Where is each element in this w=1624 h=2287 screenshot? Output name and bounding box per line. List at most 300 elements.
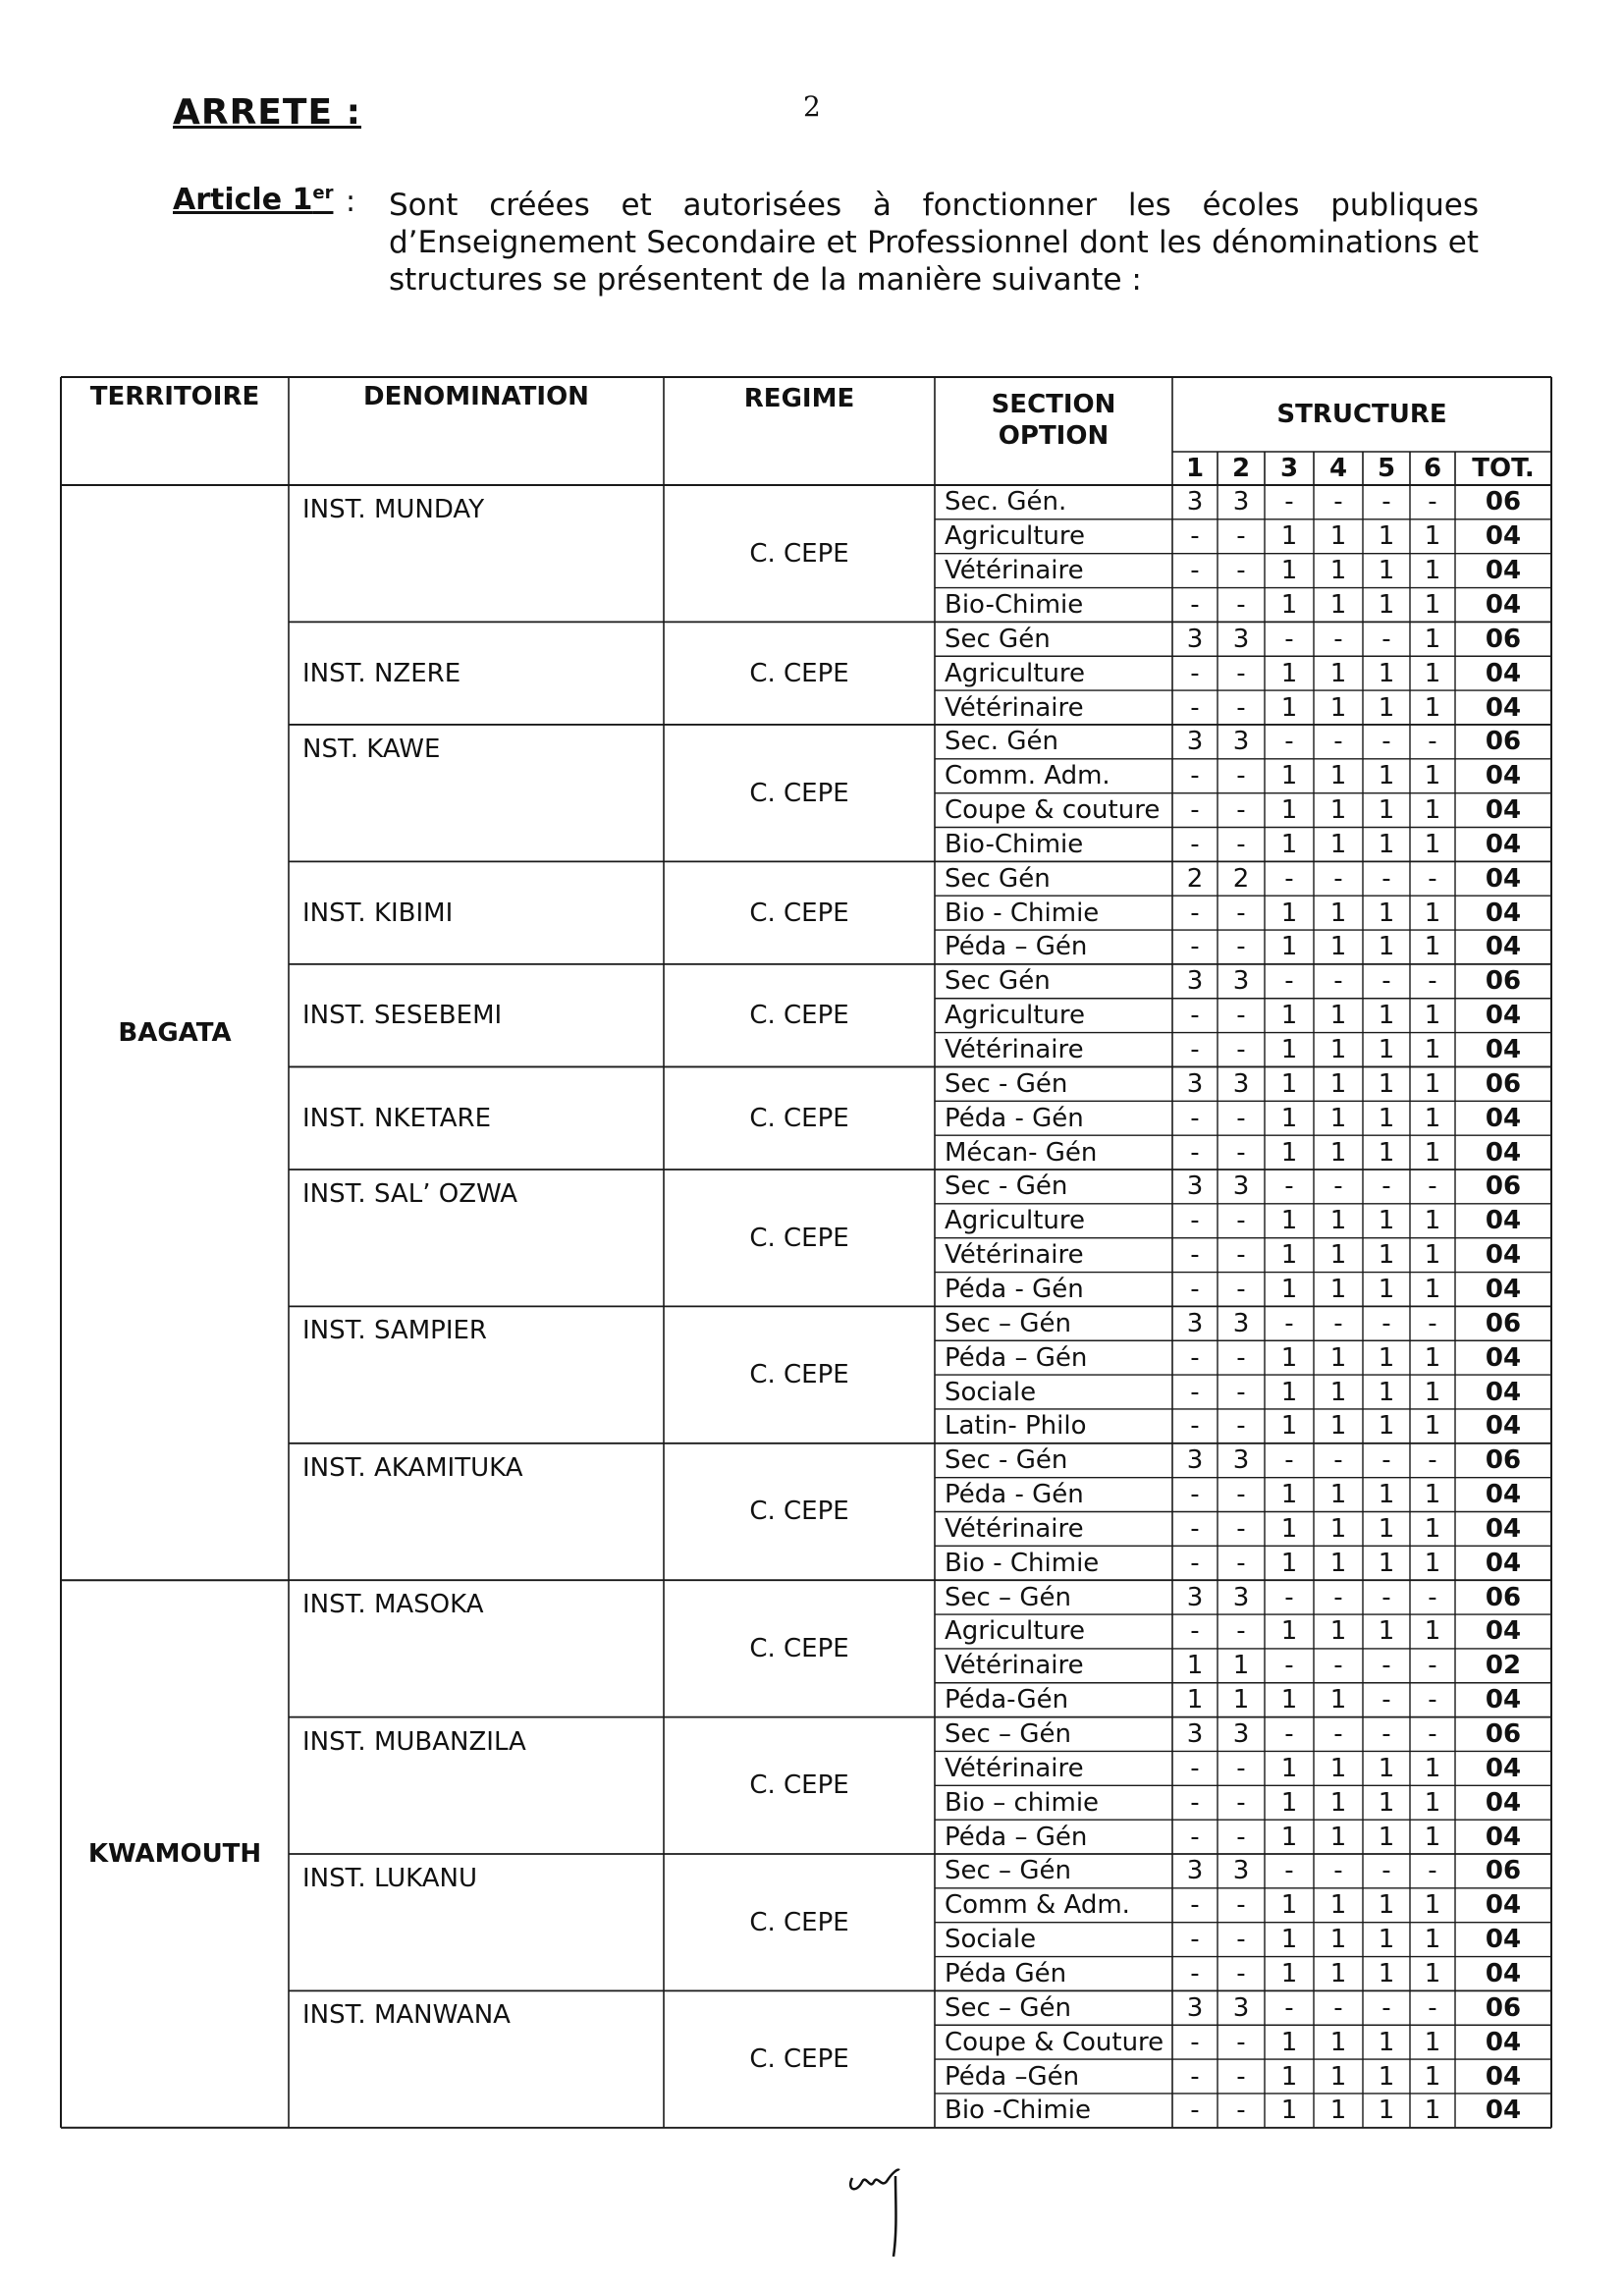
structure-total: 04 [1485, 761, 1522, 791]
header-col-6: 6 [1423, 454, 1442, 483]
structure-value: 1 [1280, 1274, 1298, 1304]
structure-value: 1 [1424, 692, 1441, 723]
structure-value: 1 [1424, 1103, 1441, 1133]
structure-value: 1 [1280, 1240, 1298, 1271]
structure-value: 3 [1232, 1582, 1250, 1612]
structure-total: 04 [1485, 898, 1522, 928]
structure-value: 1 [1329, 521, 1347, 552]
structure-value: 1 [1424, 1787, 1441, 1818]
structure-value: - [1236, 1513, 1246, 1544]
section-cell: Latin- Philo [945, 1411, 1087, 1442]
structure-value: 1 [1424, 2096, 1441, 2126]
structure-value: - [1236, 1001, 1246, 1031]
structure-total: 04 [1485, 1342, 1522, 1373]
structure-value: 1 [1280, 589, 1298, 620]
structure-value: 1 [1280, 898, 1298, 928]
structure-value: 3 [1232, 624, 1250, 654]
school-name: INST. AKAMITUKA [302, 1452, 523, 1483]
structure-value: 1 [1378, 795, 1395, 826]
structure-value: 1 [1232, 1685, 1250, 1715]
structure-value: - [1236, 829, 1246, 859]
school-name: INST. SESEBEMI [302, 1001, 503, 1031]
section-cell: Bio -Chimie [945, 2096, 1092, 2126]
section-cell: Sec. Gén [945, 727, 1058, 757]
section-cell: Bio-Chimie [945, 589, 1084, 620]
section-cell: Sec - Gén [945, 1068, 1068, 1099]
structure-value: 1 [1280, 1068, 1298, 1099]
structure-value: 1 [1378, 1001, 1395, 1031]
structure-value: - [1284, 1651, 1294, 1681]
header-territoire: TERRITOIRE [89, 382, 260, 411]
structure-value: 1 [1424, 624, 1441, 654]
structure-total: 04 [1485, 1787, 1522, 1818]
school-regime: C. CEPE [749, 1907, 849, 1937]
structure-value: - [1284, 863, 1294, 894]
structure-value: - [1236, 2096, 1246, 2126]
school-name: INST. SAL’ OZWA [302, 1179, 518, 1209]
structure-value: 1 [1280, 1377, 1298, 1407]
structure-value: 1 [1280, 1822, 1298, 1852]
structure-value: 1 [1280, 1616, 1298, 1647]
header-structure: STRUCTURE [1276, 400, 1447, 429]
structure-value: 1 [1378, 1548, 1395, 1578]
structure-value: - [1236, 2061, 1246, 2092]
section-cell: Sec – Gén [945, 1992, 1071, 2023]
structure-value: - [1333, 1992, 1343, 2023]
structure-value: - [1236, 1925, 1246, 1955]
structure-value: 1 [1329, 1548, 1347, 1578]
section-cell: Sec Gén [945, 966, 1051, 997]
structure-value: 3 [1232, 966, 1250, 997]
page-number: 2 [803, 90, 821, 123]
structure-value: 1 [1378, 829, 1395, 859]
structure-value: - [1236, 556, 1246, 586]
structure-value: 1 [1378, 2096, 1395, 2126]
school-regime: C. CEPE [749, 538, 849, 569]
structure-value: - [1190, 1001, 1200, 1031]
structure-value: 1 [1378, 761, 1395, 791]
structure-value: - [1236, 898, 1246, 928]
structure-value: 1 [1329, 1616, 1347, 1647]
structure-value: 1 [1329, 2061, 1347, 2092]
structure-value: 1 [1280, 1787, 1298, 1818]
structure-value: 1 [1280, 658, 1298, 688]
structure-value: 1 [1424, 898, 1441, 928]
structure-value: - [1333, 863, 1343, 894]
structure-value: - [1428, 1856, 1437, 1886]
structure-value: - [1190, 1548, 1200, 1578]
structure-total: 04 [1485, 692, 1522, 723]
article-line-2: d’Enseignement Secondaire et Professionnel dont les dénominations et [389, 225, 1479, 260]
school-regime: C. CEPE [749, 1223, 849, 1253]
structure-value: 1 [1329, 1377, 1347, 1407]
structure-value: 1 [1424, 1548, 1441, 1578]
structure-total: 04 [1485, 658, 1522, 688]
structure-value: 1 [1424, 2027, 1441, 2057]
structure-value: 1 [1424, 1958, 1441, 1988]
structure-value: - [1190, 898, 1200, 928]
structure-value: 1 [1280, 829, 1298, 859]
structure-total: 06 [1485, 727, 1522, 757]
structure-value: - [1381, 1856, 1391, 1886]
structure-value: 1 [1424, 1925, 1441, 1955]
school-name: INST. MUNDAY [302, 495, 485, 524]
structure-value: 1 [1424, 829, 1441, 859]
structure-value: 3 [1232, 487, 1250, 517]
structure-value: - [1284, 487, 1294, 517]
structure-total: 04 [1485, 1274, 1522, 1304]
structure-total: 04 [1485, 556, 1522, 586]
structure-value: 1 [1329, 1342, 1347, 1373]
structure-value: - [1333, 727, 1343, 757]
header-regime: REGIME [743, 384, 855, 413]
structure-value: - [1236, 589, 1246, 620]
school-name: INST. KIBIMI [302, 898, 454, 928]
structure-value: 1 [1378, 2027, 1395, 2057]
structure-value: 1 [1329, 898, 1347, 928]
header-col-7: TOT. [1472, 454, 1535, 483]
structure-value: 3 [1186, 487, 1204, 517]
structure-value: 1 [1424, 521, 1441, 552]
structure-value: 1 [1378, 1411, 1395, 1442]
section-cell: Vétérinaire [945, 556, 1084, 586]
structure-value: 3 [1232, 1171, 1250, 1202]
structure-value: - [1333, 487, 1343, 517]
structure-value: 1 [1280, 932, 1298, 962]
structure-value: - [1190, 1958, 1200, 1988]
structure-value: 1 [1378, 1822, 1395, 1852]
section-cell: Coupe & couture [945, 795, 1161, 826]
structure-total: 04 [1485, 795, 1522, 826]
article-label-text: Article 1 [173, 183, 313, 217]
structure-value: - [1428, 727, 1437, 757]
structure-value: - [1236, 692, 1246, 723]
school-name: INST. MANWANA [302, 2000, 511, 2031]
structure-value: 1 [1378, 1925, 1395, 1955]
structure-value: - [1190, 1787, 1200, 1818]
structure-value: - [1284, 1856, 1294, 1886]
structure-value: - [1428, 863, 1437, 894]
section-cell: Sec – Gén [945, 1308, 1071, 1338]
structure-value: 1 [1424, 1822, 1441, 1852]
structure-total: 06 [1485, 487, 1522, 517]
structure-value: 1 [1378, 556, 1395, 586]
structure-value: - [1236, 1753, 1246, 1783]
structure-value: 1 [1280, 1480, 1298, 1510]
section-cell: Bio – chimie [945, 1787, 1100, 1818]
header-col-1: 1 [1185, 454, 1205, 483]
structure-value: 3 [1186, 1308, 1204, 1338]
structure-value: 1 [1378, 692, 1395, 723]
section-cell: Comm. Adm. [945, 761, 1110, 791]
structure-value: - [1381, 1719, 1391, 1750]
structure-value: 1 [1378, 1513, 1395, 1544]
structure-value: 1 [1329, 1240, 1347, 1271]
structure-value: 1 [1280, 1890, 1298, 1921]
structure-value: 1 [1329, 1068, 1347, 1099]
structure-value: 1 [1424, 1342, 1441, 1373]
school-regime: C. CEPE [749, 1633, 849, 1663]
section-cell: Agriculture [945, 521, 1085, 552]
structure-value: - [1190, 1035, 1200, 1065]
structure-value: - [1284, 966, 1294, 997]
structure-value: 1 [1378, 658, 1395, 688]
structure-value: - [1190, 1513, 1200, 1544]
structure-value: - [1190, 692, 1200, 723]
structure-value: 1 [1378, 521, 1395, 552]
structure-value: 3 [1232, 727, 1250, 757]
section-cell: Péda – Gén [945, 932, 1088, 962]
structure-value: 1 [1329, 1925, 1347, 1955]
structure-value: - [1190, 658, 1200, 688]
structure-value: 1 [1424, 1753, 1441, 1783]
structure-value: - [1428, 1992, 1437, 2023]
school-regime: C. CEPE [749, 1497, 849, 1527]
school-name: INST. NKETARE [302, 1103, 492, 1133]
structure-value: 3 [1186, 1856, 1204, 1886]
school-name: INST. MASOKA [302, 1590, 484, 1620]
school-regime: C. CEPE [749, 898, 849, 928]
structure-value: - [1284, 1582, 1294, 1612]
structure-value: 1 [1280, 795, 1298, 826]
structure-value: - [1333, 1719, 1343, 1750]
structure-value: - [1284, 1171, 1294, 1202]
header-col-5: 5 [1377, 454, 1396, 483]
section-cell: Agriculture [945, 1206, 1085, 1236]
structure-total: 04 [1485, 1377, 1522, 1407]
structure-value: - [1284, 727, 1294, 757]
structure-value: 1 [1424, 1513, 1441, 1544]
structure-value: - [1236, 1035, 1246, 1065]
structure-value: 1 [1378, 898, 1395, 928]
section-cell: Sec – Gén [945, 1856, 1071, 1886]
school-regime: C. CEPE [749, 2044, 849, 2075]
structure-value: - [1190, 761, 1200, 791]
structure-total: 06 [1485, 1171, 1522, 1202]
structure-total: 04 [1485, 1035, 1522, 1065]
structure-value: - [1333, 1308, 1343, 1338]
structure-value: - [1333, 1856, 1343, 1886]
structure-value: - [1190, 1274, 1200, 1304]
structure-value: - [1381, 863, 1391, 894]
structure-value: 1 [1329, 1513, 1347, 1544]
structure-value: 1 [1329, 1480, 1347, 1510]
structure-value: - [1190, 829, 1200, 859]
structure-value: 1 [1424, 658, 1441, 688]
structure-value: - [1381, 1308, 1391, 1338]
structure-value: 1 [1329, 1001, 1347, 1031]
structure-value: - [1428, 1685, 1437, 1715]
section-cell: Vétérinaire [945, 692, 1084, 723]
structure-total: 06 [1485, 1856, 1522, 1886]
structure-value: 3 [1186, 1068, 1204, 1099]
structure-value: - [1428, 1719, 1437, 1750]
section-cell: Sec - Gén [945, 1445, 1068, 1476]
structure-value: 1 [1378, 1480, 1395, 1510]
structure-total: 04 [1485, 1513, 1522, 1544]
structure-value: - [1190, 932, 1200, 962]
handwritten-initials [844, 2160, 913, 2268]
structure-total: 06 [1485, 1068, 1522, 1099]
structure-value: 3 [1186, 1992, 1204, 2023]
structure-value: 1 [1424, 2061, 1441, 2092]
school-regime: C. CEPE [749, 1770, 849, 1801]
structure-value: - [1190, 2096, 1200, 2126]
header-col-2: 2 [1231, 454, 1251, 483]
structure-value: - [1190, 795, 1200, 826]
structure-value: 1 [1424, 1274, 1441, 1304]
structure-value: - [1190, 1240, 1200, 1271]
structure-value: 1 [1329, 1206, 1347, 1236]
structure-value: 3 [1186, 1171, 1204, 1202]
structure-value: - [1381, 487, 1391, 517]
structure-value: 1 [1280, 1342, 1298, 1373]
structure-value: - [1236, 1822, 1246, 1852]
structure-value: 1 [1424, 932, 1441, 962]
structure-value: 1 [1329, 1890, 1347, 1921]
structure-total: 04 [1485, 1616, 1522, 1647]
territory-name: BAGATA [118, 1017, 232, 1048]
structure-value: 1 [1378, 1890, 1395, 1921]
structure-value: 1 [1280, 2027, 1298, 2057]
section-cell: Bio-Chimie [945, 829, 1084, 859]
structure-value: 1 [1329, 795, 1347, 826]
structure-value: - [1236, 932, 1246, 962]
structure-value: 1 [1378, 2061, 1395, 2092]
structure-total: 04 [1485, 1822, 1522, 1852]
structure-value: 1 [1329, 1411, 1347, 1442]
structure-value: - [1284, 1445, 1294, 1476]
structure-value: - [1333, 1171, 1343, 1202]
section-cell: Agriculture [945, 1616, 1085, 1647]
structure-value: 1 [1329, 556, 1347, 586]
structure-value: 1 [1378, 932, 1395, 962]
structure-value: 1 [1329, 761, 1347, 791]
structure-value: - [1190, 1890, 1200, 1921]
structure-total: 04 [1485, 829, 1522, 859]
structure-value: - [1190, 2061, 1200, 2092]
article-label-sup: er [312, 183, 334, 203]
structure-value: - [1333, 1582, 1343, 1612]
territory-name: KWAMOUTH [87, 1838, 262, 1869]
structure-value: 1 [1329, 1787, 1347, 1818]
structure-value: - [1236, 1274, 1246, 1304]
structure-value: - [1236, 1411, 1246, 1442]
section-cell: Comm & Adm. [945, 1890, 1130, 1921]
structure-value: 1 [1329, 589, 1347, 620]
structure-value: - [1381, 1651, 1391, 1681]
structure-value: 1 [1280, 761, 1298, 791]
section-cell: Bio - Chimie [945, 1548, 1100, 1578]
structure-value: - [1236, 1103, 1246, 1133]
structure-value: - [1381, 1445, 1391, 1476]
structure-total: 04 [1485, 1411, 1522, 1442]
section-cell: Péda-Gén [945, 1685, 1069, 1715]
structure-value: - [1190, 1616, 1200, 1647]
school-name: INST. LUKANU [302, 1864, 478, 1893]
structure-value: - [1190, 1753, 1200, 1783]
structure-value: - [1236, 1548, 1246, 1578]
school-name: NST. KAWE [302, 734, 441, 764]
structure-value: - [1381, 1992, 1391, 2023]
structure-value: 1 [1378, 1377, 1395, 1407]
structure-value: - [1381, 727, 1391, 757]
structure-total: 04 [1485, 1753, 1522, 1783]
structure-value: - [1284, 624, 1294, 654]
structure-value: - [1190, 1137, 1200, 1168]
structure-value: 1 [1329, 1035, 1347, 1065]
structure-value: 3 [1232, 1719, 1250, 1750]
section-cell: Sec – Gén [945, 1719, 1071, 1750]
structure-value: - [1428, 1651, 1437, 1681]
section-cell: Vétérinaire [945, 1753, 1084, 1783]
structure-value: 1 [1329, 1958, 1347, 1988]
structure-value: 1 [1280, 1513, 1298, 1544]
article-line-3: structures se présentent de la manière suivante : [389, 262, 1142, 298]
structure-value: 1 [1424, 1616, 1441, 1647]
structure-value: - [1428, 1171, 1437, 1202]
structure-total: 04 [1485, 932, 1522, 962]
structure-value: 1 [1329, 1137, 1347, 1168]
structure-value: - [1190, 1206, 1200, 1236]
structure-value: - [1190, 2027, 1200, 2057]
structure-value: 1 [1186, 1685, 1204, 1715]
structure-total: 04 [1485, 1103, 1522, 1133]
structure-value: 1 [1329, 2027, 1347, 2057]
structure-value: - [1236, 1137, 1246, 1168]
structure-value: 1 [1424, 795, 1441, 826]
section-cell: Sociale [945, 1377, 1037, 1407]
school-regime: C. CEPE [749, 1360, 849, 1390]
structure-value: - [1190, 1925, 1200, 1955]
structure-value: - [1236, 1616, 1246, 1647]
structure-value: 1 [1329, 658, 1347, 688]
structure-value: 1 [1424, 1240, 1441, 1271]
structure-value: - [1236, 761, 1246, 791]
structure-value: 1 [1424, 761, 1441, 791]
structure-value: 1 [1378, 1342, 1395, 1373]
school-regime: C. CEPE [749, 1103, 849, 1133]
structure-value: 1 [1280, 521, 1298, 552]
structure-value: - [1236, 1890, 1246, 1921]
structure-value: - [1190, 556, 1200, 586]
structure-value: 1 [1232, 1651, 1250, 1681]
structure-value: 1 [1424, 556, 1441, 586]
structure-total: 06 [1485, 1719, 1522, 1750]
section-cell: Péda - Gén [945, 1274, 1084, 1304]
structure-total: 04 [1485, 1001, 1522, 1031]
section-cell: Agriculture [945, 1001, 1085, 1031]
header-section-option: SECTION OPTION [991, 390, 1116, 451]
structure-value: 1 [1378, 1787, 1395, 1818]
structure-value: - [1428, 1308, 1437, 1338]
structure-value: - [1236, 1480, 1246, 1510]
structure-value: - [1236, 1787, 1246, 1818]
structure-value: - [1190, 589, 1200, 620]
structure-value: 1 [1378, 1068, 1395, 1099]
structure-value: - [1190, 1377, 1200, 1407]
section-cell: Sec. Gén. [945, 487, 1067, 517]
section-cell: Vétérinaire [945, 1035, 1084, 1065]
school-regime: C. CEPE [749, 778, 849, 808]
structure-value: 3 [1232, 1308, 1250, 1338]
structure-total: 06 [1485, 1582, 1522, 1612]
structure-value: 1 [1378, 1753, 1395, 1783]
structure-total: 04 [1485, 2027, 1522, 2057]
structure-value: - [1381, 1685, 1391, 1715]
structure-total: 04 [1485, 2096, 1522, 2126]
structure-value: 1 [1280, 1411, 1298, 1442]
